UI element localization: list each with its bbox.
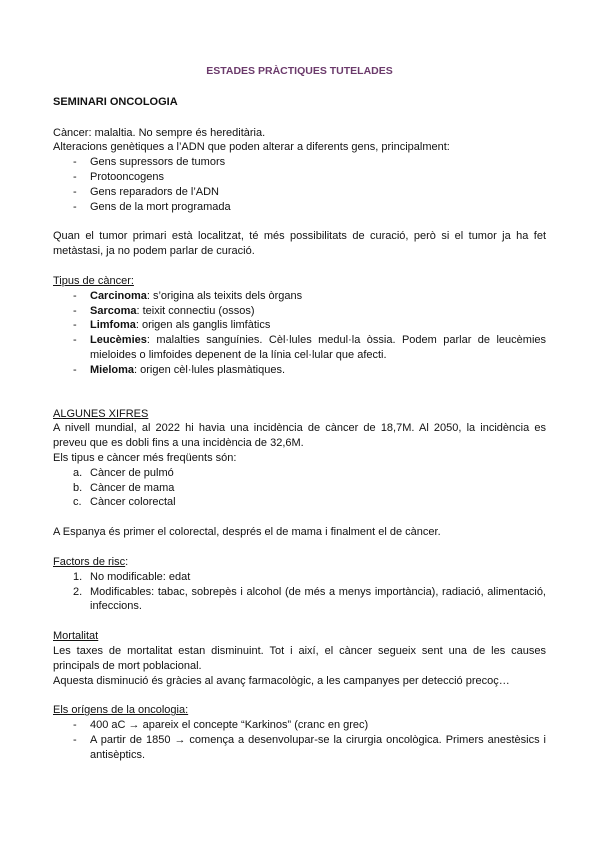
list-item [53, 585, 546, 615]
list-item [53, 363, 546, 378]
types-heading: Tipus de càncer: [53, 274, 134, 287]
risk-heading-line [53, 555, 546, 570]
list-item [53, 289, 546, 304]
list-item-text: Gens de la mort programada [90, 200, 231, 213]
list-item [53, 170, 546, 185]
dash-marker: - [73, 733, 77, 746]
intro-line: Càncer: malaltia. No sempre és hereditària. [53, 126, 266, 139]
list-item [53, 570, 546, 585]
list-marker: 2. [73, 585, 83, 598]
type-term: Carcinoma [90, 289, 147, 302]
list-item-text: Protooncogens [90, 170, 164, 183]
dash-marker: - [73, 185, 77, 198]
type-desc: : teixit connectiu (ossos) [136, 304, 255, 317]
type-term: Mieloma [90, 363, 135, 376]
spain-line: A Espanya és primer el colorectal, després el de mama i finalment el de càncer. [53, 526, 441, 539]
type-desc: : origen cèl·lules plasmàtiques. [134, 363, 286, 376]
list-item-text: Gens supressors de tumors [90, 156, 226, 169]
list-marker: b. [73, 481, 83, 494]
origins-list [53, 718, 546, 762]
mortality-heading: Mortalitat [53, 630, 99, 643]
list-item [53, 495, 546, 510]
list-item-text: Gens reparadors de l’ADN [90, 185, 220, 198]
frequent-cancers-list [53, 466, 546, 510]
list-item [53, 155, 546, 170]
dash-marker: - [73, 719, 77, 732]
dash-marker: - [73, 200, 77, 213]
intro-line: Alteracions genètiques a l’ADN que poden alterar a diferents gens, principalment: [53, 141, 450, 154]
frequent-intro: Els tipus e càncer més freqüents són: [53, 451, 237, 464]
dash-marker: - [73, 334, 77, 347]
type-term: Leucèmies [90, 334, 147, 347]
list-item [53, 466, 546, 481]
list-item-text: Càncer colorectal [90, 496, 176, 509]
figures-paragraph: A nivell mundial, al 2022 hi havia una incidència de càncer de 18,7M. Al 2050, la incidència es preveu que es dobli fins a una incidència de 32,6M. [53, 422, 546, 450]
tumor-paragraph: Quan el tumor primari està localitzat, té més possibilitats de curació, però si el tumor ja ha fet metàstasi, ja no podem parlar de curació. [53, 230, 546, 258]
mortality-line: Aquesta disminució és gràcies al avanç farmacològic, a les campanyes per detecció precoç… [53, 674, 510, 687]
type-term: Limfoma [90, 319, 136, 332]
list-marker: 1. [73, 570, 83, 583]
dash-marker: - [73, 170, 77, 183]
list-item [53, 185, 546, 200]
list-item [53, 333, 546, 363]
list-marker: c. [73, 496, 82, 509]
dash-marker: - [73, 156, 77, 169]
list-marker: a. [73, 466, 83, 479]
section-title: SEMINARI ONCOLOGIA [53, 95, 178, 108]
list-item [53, 718, 546, 733]
mortality-paragraph: Les taxes de mortalitat estan disminuint. Tot i així, el càncer segueix sent una de les causes principals de mort poblacional. [53, 644, 546, 672]
list-item [53, 318, 546, 333]
list-item-text: Modificables: tabac, sobrepès i alcohol (de més a menys importància), radiació, alimentació, infeccions. [90, 585, 546, 613]
document-title: ESTADES PRÀCTIQUES TUTELADES [206, 65, 393, 77]
list-item-text: No modificable: edat [90, 570, 191, 583]
list-item [53, 200, 546, 215]
origins-heading: Els orígens de la oncologia: [53, 704, 189, 717]
risk-heading: Factors de risc [53, 555, 126, 568]
dash-marker: - [73, 319, 77, 332]
list-item [53, 733, 546, 763]
dash-marker: - [73, 289, 77, 302]
type-desc: : malalties sanguínies. Cèl·lules medul·la òssia. Podem parlar de leucèmies mieloides o limfoides depenent de la línia cel·lular que afecti. [90, 334, 546, 361]
risk-factors-list [53, 570, 546, 614]
cancer-types-list [53, 289, 546, 378]
list-item-text: A partir de 1850 → comença a desenvolupar-se la cirurgia oncològica. Primers anestèsics i antisèptics. [90, 733, 546, 761]
type-desc: : s’origina als teixits dels òrgans [146, 289, 303, 302]
figures-heading: ALGUNES XIFRES [53, 407, 149, 420]
dash-marker: - [73, 304, 77, 317]
list-item [53, 304, 546, 319]
type-desc: : origen als ganglis limfàtics [135, 319, 271, 332]
type-term: Sarcoma [90, 304, 137, 317]
genes-list [53, 155, 546, 214]
risk-heading-suffix: : [125, 555, 129, 568]
list-item-text: Càncer de mama [90, 481, 175, 494]
dash-marker: - [73, 363, 77, 376]
list-item-text: Càncer de pulmó [90, 466, 174, 479]
list-item-text: 400 aC → apareix el concepte “Karkinos” (cranc en grec) [90, 719, 369, 732]
list-item [53, 481, 546, 496]
document-page [53, 64, 546, 762]
